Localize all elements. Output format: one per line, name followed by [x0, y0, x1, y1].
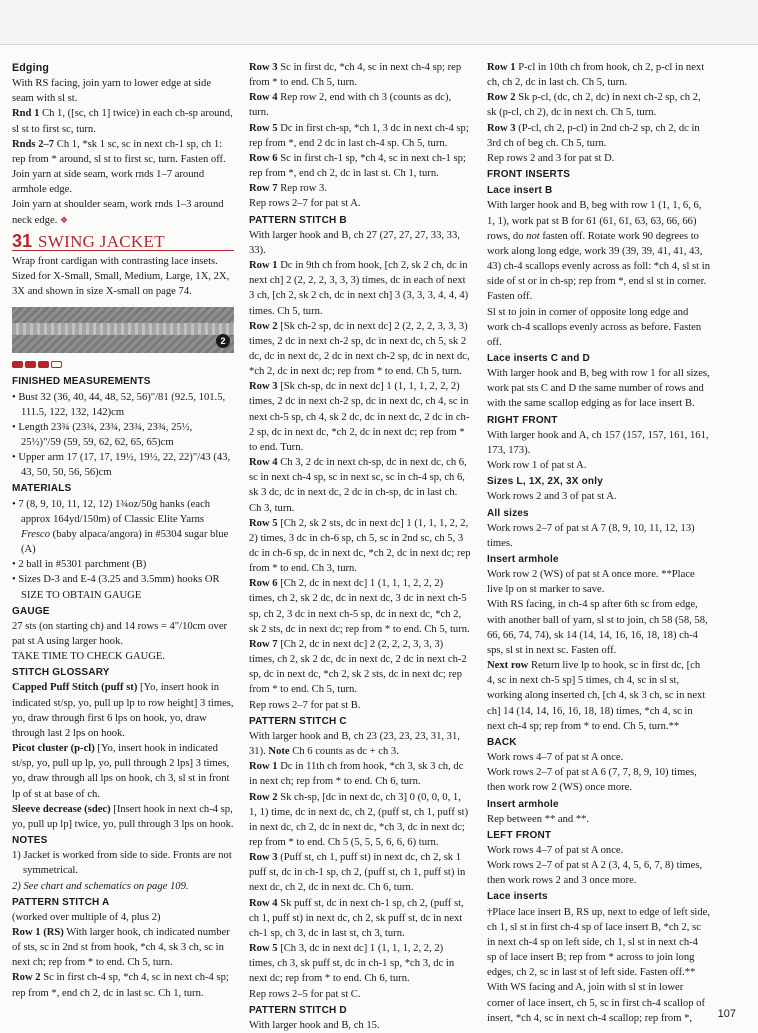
pattern-stitch-d-heading: PATTERN STITCH D: [249, 1004, 347, 1016]
label: Picot cluster (p-cl): [12, 743, 95, 755]
label: Row 1 (RS): [12, 926, 64, 938]
label: Row 3: [487, 122, 516, 134]
pattern-d-intro: With larger hook and B, ch 15.: [249, 1019, 380, 1031]
left-front-para-1: Work rows 4–7 of pat st A once.: [487, 844, 624, 856]
pattern-b-row-2: [249, 319, 471, 380]
label: Note: [268, 746, 290, 758]
edging-para-1: With RS facing, join yarn to lower edge at side seam with sl st.: [12, 78, 212, 105]
text: [Sk ch-sp, dc in next dc] 1 (1, 1, 1, 2, 2, 2) times, 2 dc in next ch-2 sp, dc in next dc, ch 4, sc in next ch-5 sp, ch 4, sk 2 dc, dc in next dc, 2 dc in ch-2 sp, dc in next dc, *ch 2, dc in next dc; rep from * to end. Turn.: [249, 381, 470, 453]
pattern-a-row-5: [249, 121, 471, 151]
edging-para-2: [12, 197, 234, 227]
project-name: SWING JACKET: [38, 231, 165, 251]
measure-length: • Length 23¾ (23¾, 23¾, 23¾, 23¾, 25½, 25½)"/59 (59, 59, 62, 62, 65, 65)cm: [12, 421, 193, 448]
pattern-c-repeat: Rep rows 2–5 for pat st C.: [249, 988, 361, 1000]
text: (Puff st, ch 1, puff st) in next dc, ch 2, sk 1 puff st, dc in ch-1 sp, ch 2, (puff st, ch 1, puff st) in next dc, ch 2, dc in next dc. Ch 6, turn.: [249, 852, 466, 894]
text: [Ch 3, dc in next dc] 1 (1, 1, 1, 2, 2, 2) times, ch 3, sk puff st, dc in ch-1 sp, *ch 3, dc in next dc; rep from * to end. Ch 6, turn.: [249, 943, 455, 985]
label: Row 2: [12, 972, 41, 984]
text: [Ch 2, dc in next dc] 1 (1, 1, 1, 2, 2, 2) times, ch 2, sk 2 dc, dc in next dc, 3 dc in next ch-5 sp, ch 2, 3 dc in next ch-5 sp, dc in next dc, *ch 2, sk 2 sts, dc in next dc; rep from * to end. Ch 5, turn.: [249, 578, 470, 635]
label: Row 3: [249, 852, 278, 864]
insert-armhole-para-1: Work row 2 (WS) of pat st A once more. **Place live lp on st marker to save.: [487, 569, 695, 596]
right-front-heading: RIGHT FRONT: [487, 414, 558, 426]
column-2: [249, 60, 471, 1033]
label: Capped Puff Stitch (puff st): [12, 682, 138, 694]
back-para-2: Work rows 2–7 of pat st A 6 (7, 7, 8, 9, 10) times, then work row 2 (WS) once more.: [487, 767, 697, 794]
text: Rep row 3.: [277, 183, 327, 195]
pattern-d-row-2: [487, 90, 710, 120]
insert-armhole-2-heading: Insert armhole: [487, 798, 559, 810]
finished-measurements-heading: FINISHED MEASUREMENTS: [12, 376, 151, 388]
stitch-glossary-heading: STITCH GLOSSARY: [12, 667, 110, 679]
text: Return live lp to hook, sc in first dc, [ch 4, sc in next ch-5 sp] 5 times, ch 4, sc in sl st, working along inserted ch, [ch 4, sk 3 ch, sc in next ch] 14 (14, 14, 16, 16, 18, 18) times, *ch 4, sc in next ch-4 sp; rep from * to end. Ch 5, turn.**: [487, 660, 706, 732]
label: Row 5: [249, 122, 278, 134]
label: Row 6: [249, 152, 278, 164]
label: Row 6: [249, 578, 278, 590]
swatch-photo: [12, 307, 234, 353]
label: Row 1: [249, 761, 278, 773]
material-hooks: • Sizes D-3 and E-4 (3.25 and 3.5mm) hooks OR SIZE TO OBTAIN GAUGE: [12, 574, 220, 601]
column-1: [12, 60, 234, 1001]
label: Rnd 1: [12, 108, 40, 120]
glossary-picot-cluster: [12, 741, 234, 802]
pattern-b-repeat: Rep rows 2–7 for pat st B.: [249, 699, 361, 711]
text: Ch 1, *sk 1 sc, sc in next ch-1 sp, ch 1: rep from * around, sl st to first sc, turn. Fasten off. Join yarn at side seam, work rnds 1–7 around armhole edge.: [12, 138, 226, 196]
insert-armhole-heading: Insert armhole: [487, 554, 559, 565]
label: Row 1: [487, 62, 516, 73]
label: Row 5: [249, 943, 278, 955]
left-front-para-2: Work rows 2–7 of pat st A 2 (3, 4, 5, 6, 7, 8) times, then work rows 2 and 3 once more.: [487, 860, 703, 887]
measure-bust: • Bust 32 (36, 40, 44, 48, 52, 56)"/81 (92.5, 101.5, 111.5, 122, 132, 142)cm: [12, 391, 226, 418]
pattern-b-row-4: [249, 455, 471, 516]
pattern-stitch-b-heading: PATTERN STITCH B: [249, 214, 347, 226]
all-sizes-heading: All sizes: [487, 507, 529, 519]
edging-rnd-1: [12, 106, 234, 136]
text: • 7 (8, 9, 10, 11, 12, 12) 1¾oz/50g hanks (each approx 164yd/150m) of Classic Elite Yarns: [12, 498, 211, 525]
text: Ch 1, ([sc, ch 1] twice) in each ch-sp around, sl st to first sc, turn.: [12, 108, 233, 135]
label: Row 2: [249, 791, 278, 803]
right-front-intro: With larger hook and A, ch 157 (157, 157, 161, 161, 173, 173).: [487, 429, 709, 456]
glossary-puff-st: [12, 680, 234, 741]
text: Sc in first ch-1 sp, *ch 4, sc in next ch-1 sp; rep from *, end ch 2, dc in last st. Ch 1, turn.: [249, 152, 466, 180]
pattern-b-intro: With larger hook and B, ch 27 (27, 27, 27, 33, 33, 33).: [249, 229, 460, 256]
text: With larger hook, ch indicated number of sts, sc in 2nd st from hook, *ch 4, sk 3 ch, sc in next ch; rep from * to end. Ch 5, turn.: [12, 926, 230, 969]
label: Row 3: [249, 381, 278, 393]
text: Dc in first ch-sp, *ch 1, 3 dc in next ch-4 sp; rep from *, end 2 dc in last ch-4 sp. Ch 5, turn.: [249, 122, 469, 149]
lace-inserts-para-2: With WS facing and A, join with sl st in lower corner of lace insert, ch 5, sc in first ch-4 scallop of insert, *ch 4, sc in next ch-4 scallop; rep from *,: [487, 982, 705, 1024]
back-heading: BACK: [487, 736, 517, 748]
text: [Ch 2, dc in next dc] 2 (2, 2, 2, 3, 3, 3) times, ch 2, sk 2 dc, dc in next dc, 2 dc in next ch-2 sp, dc in next dc, *ch 2, sk 2 sts, dc in next dc; rep from * to end. Ch 5, turn.: [249, 638, 467, 696]
pattern-a-row-1: [12, 925, 234, 970]
pattern-stitch-c-heading: PATTERN STITCH C: [249, 715, 347, 727]
yarn-name: Fresco: [21, 528, 51, 540]
text: Sc in first dc, *ch 4, sc in next ch-4 sp; rep from * to end. Ch 5, turn.: [249, 62, 462, 89]
text: Sk puff st, dc in next ch-1 sp, ch 2, (puff st, ch 1, puff st) in next dc, ch 2, sk puff st, dc in next ch-1 sp, ch 3, dc in last st, ch 3, turn.: [249, 897, 464, 939]
page-top-margin: [0, 0, 758, 45]
pattern-a-repeat: Rep rows 2–7 for pat st A.: [249, 198, 361, 210]
swatch-badge: 2: [216, 334, 230, 348]
left-front-heading: LEFT FRONT: [487, 829, 552, 841]
pattern-stitch-a-sub: (worked over multiple of 4, plus 2): [12, 911, 161, 923]
lace-insert-b-text: [487, 198, 710, 304]
text: With larger hook and B, ch 23 (23, 23, 23, 31, 31, 31).: [249, 730, 460, 758]
project-title: [12, 230, 234, 251]
material-yarn-a: [12, 497, 234, 558]
pattern-b-row-6: [249, 576, 471, 637]
glossary-sleeve-decrease: [12, 802, 234, 832]
pattern-b-row-5: [249, 516, 471, 577]
front-inserts-heading: FRONT INSERTS: [487, 169, 571, 181]
edging-rnds-2-7: [12, 137, 234, 198]
pattern-a-row-4: [249, 90, 471, 120]
text: Sk p-cl, (dc, ch 2, dc) in next ch-2 sp, ch 2, sk (p-cl, ch 2), dc in next ch. Ch 5, turn.: [487, 92, 701, 119]
text: P-cl in 10th ch from hook, ch 2, p-cl in next ch, ch 2, dc in last ch. Ch 5, turn.: [487, 62, 705, 89]
pattern-c-row-3: [249, 850, 471, 895]
text: Ch 6 counts as dc + ch 3.: [289, 746, 399, 758]
label: Rnds 2–7: [12, 138, 55, 150]
text: (baby alpaca/angora) in #5304 sugar blue (A): [21, 528, 229, 556]
text: Dc in 11th ch from hook, *ch 3, sk 3 ch, dc in next ch; rep from * to end. Ch 6, turn.: [249, 761, 464, 788]
label: Row 4: [249, 92, 278, 104]
text: [Insert hook in next ch-4 sp, yo, pull up lp] twice, yo, pull through 3 lps on hook.: [12, 803, 234, 830]
note-1: 1) Jacket is worked from side to side. Fronts are not symmetrical.: [12, 850, 232, 877]
lace-inserts-cd-text: With larger hook and B, beg with row 1 for all sizes, work pat sts C and D the same number of rows and with the same scallop edging as for lace insert B.: [487, 368, 710, 410]
pattern-b-row-3: [249, 379, 471, 455]
label: Row 5: [249, 517, 278, 529]
swatch-lace-band: [12, 323, 234, 335]
text: fasten off. Rotate work 90 degrees to work along long edge, work 39 (39, 39, 41, 41, 43, 43) ch-4 scallops evenly across as foll: *ch 4, sl st in side of st or in ch-sp; rep from *, end sl st in corner. Fasten off.: [487, 230, 711, 303]
lace-inserts-heading: Lace inserts: [487, 891, 548, 903]
pattern-b-row-7: [249, 637, 471, 698]
text: [Sk ch-2 sp, dc in next dc] 2 (2, 2, 2, 3, 3, 3) times, 2 dc in next ch-2 sp, dc in next dc, ch 5, sk 2 dc, dc in next dc, 2 dc in next ch-2 sp, dc in next dc, *ch 2, dc in next dc; rep from * to end. Ch 5, turn.: [249, 320, 470, 378]
lace-inserts-para-1: †Place lace insert B, RS up, next to edge of left side, ch 1, sl st in first ch-4 sp of lace insert B, *ch 2, sc in next ch-4 sp on left side, ch 1, sl st in next ch-4 sp of lace insert B; rep from * across to join long edges, ch 2, sc in last st of left side. Fasten off.**: [487, 906, 711, 979]
insert-armhole-para-2: With RS facing, in ch-4 sp after 6th sc from edge, with another ball of yarn, sl st to join, ch 58 (58, 58, 66, 66, 74, 74), sk 14 (14, 14, 16, 16, 18, 18) ch-4 sps, sl st in next sc. Fasten off.: [487, 599, 708, 656]
label: Row 4: [249, 457, 278, 469]
right-front-row-1: Work row 1 of pat st A.: [487, 460, 587, 472]
label: Row 3: [249, 62, 278, 73]
text: (P-cl, ch 2, p-cl) in 2nd ch-2 sp, ch 2, dc in 3rd ch of beg ch. Ch 5, turn.: [487, 122, 700, 149]
insert-armhole-next-row: [487, 658, 710, 734]
text: Sc in first ch-4 sp, *ch 4, sc in next ch-4 sp; rep from *, end ch 2, dc in last sc. Ch 1, turn.: [12, 972, 229, 999]
text: Sk ch-sp, [dc in next dc, ch 3] 0 (0, 0, 0, 1, 1, 1) time, dc in next dc, ch 2, (puff st, ch 1, puff st) in next dc, ch 2, dc in next dc, *ch 3, dc in next dc; rep from * to end. Ch 5 (5, 5, 5, 6, 6, 6) turn.: [249, 791, 469, 848]
text: With larger hook and B, beg with row 1 (1, 1, 6, 6, 1, 1), work pat st B for 61 (61, 61, 63, 63, 66, 66) rows, do: [487, 200, 702, 242]
back-para-1: Work rows 4–7 of pat st A once.: [487, 752, 624, 764]
gauge-text: 27 sts (on starting ch) and 14 rows = 4"/10cm over pat st A using larger hook.: [12, 620, 228, 647]
pattern-b-row-1: [249, 258, 471, 319]
text: [Yo, insert hook in indicated st/sp, yo, pull up lp to row height] 3 times, yo, draw through first 6 lps on hook, yo, draw through last 2 lps on hook.: [12, 682, 234, 739]
end-mark-icon: ❖: [59, 214, 69, 225]
label: Row 2: [249, 320, 278, 332]
label: Row 1: [249, 260, 278, 272]
pattern-a-row-7: [249, 181, 471, 196]
gauge-check: TAKE TIME TO CHECK GAUGE.: [12, 651, 166, 663]
project-intro: Wrap front cardigan with contrasting lace insets. Sized for X-Small, Small, Medium, Large, 1X, 2X, 3X and shown in size X-small on page 74.: [12, 255, 230, 298]
measure-upper-arm: • Upper arm 17 (17, 17, 19½, 19½, 22, 22)"/43 (43, 43, 50, 50, 56, 56)cm: [12, 452, 231, 479]
pattern-c-row-5: [249, 941, 471, 986]
pattern-d-row-1: [487, 60, 710, 90]
pattern-d-row-3: [487, 121, 710, 151]
lace-insert-b-heading: Lace insert B: [487, 185, 553, 197]
skill-level-segment: [12, 361, 23, 368]
text: Rep row 2, end with ch 3 (counts as dc), turn.: [249, 92, 452, 119]
edging-heading: Edging: [12, 62, 50, 74]
skill-level-segment: [38, 361, 49, 368]
label: Row 2: [487, 92, 516, 104]
text: [Ch 2, sk 2 sts, dc in next dc] 1 (1, 1, 1, 2, 2, 2) times, 3 dc in ch-6 sp, ch 5, sc in 2nd sc, ch 5, 3 dc in ch-6 sp, dc in next dc, *ch 2, dc in next dc; rep from * to end. Ch 3, turn.: [249, 517, 471, 575]
skill-level-segment: [51, 361, 62, 368]
page-number: 107: [717, 1008, 736, 1020]
note-2: 2) See chart and schematics on page 109.: [12, 880, 189, 892]
pattern-c-row-2: [249, 790, 471, 851]
pattern-c-row-4: [249, 896, 471, 941]
text: Join yarn at shoulder seam, work rnds 1–3 around neck edge.: [12, 199, 224, 226]
pattern-a-row-2: [12, 970, 234, 1000]
label: Row 4: [249, 897, 278, 909]
materials-heading: MATERIALS: [12, 483, 72, 495]
pattern-c-row-1: [249, 759, 471, 789]
sizes-large-heading: Sizes L, 1X, 2X, 3X only: [487, 476, 603, 488]
skill-level-segment: [25, 361, 36, 368]
column-3: [487, 60, 710, 1026]
insert-armhole-2-text: Rep between ** and **.: [487, 813, 590, 825]
pattern-a-row-6: [249, 151, 471, 181]
lace-inserts-cd-heading: Lace inserts C and D: [487, 352, 590, 364]
pattern-c-intro: [249, 729, 471, 759]
text: [Yo, insert hook in indicated st/sp, yo, pull up lp, yo, pull through 2 lps] 3 times, yo, draw through all lps on hook, ch 3, sl st in front lp of st at base of ch.: [12, 743, 230, 800]
label: Next row: [487, 660, 529, 672]
label: Row 7: [249, 638, 278, 650]
material-yarn-b: • 2 ball in #5301 parchment (B): [12, 559, 147, 571]
gauge-heading: GAUGE: [12, 605, 50, 617]
pattern-a-row-3: [249, 60, 471, 90]
emphasis: not: [526, 230, 540, 242]
label: Sleeve decrease (sdec): [12, 803, 111, 815]
label: Row 7: [249, 183, 278, 195]
lace-insert-b-para-2: Sl st to join in corner of opposite long edge and work ch-4 scallops evenly across as before. Fasten off.: [487, 306, 702, 348]
sizes-large-text: Work rows 2 and 3 of pat st A.: [487, 491, 617, 503]
skill-level-indicator: [12, 361, 234, 368]
all-sizes-text: Work rows 2–7 of pat st A 7 (8, 9, 10, 11, 12, 13) times.: [487, 522, 695, 549]
project-number: 31: [12, 230, 33, 251]
text: Dc in 9th ch from hook, [ch 2, sk 2 ch, dc in next ch] 2 (2, 2, 2, 3, 3, 3) times, dc in each of next 3 ch, [ch 2, sk 2 ch, dc in next ch] 3 (3, 3, 3, 4, 4, 4) times. Ch 5, turn.: [249, 260, 469, 317]
pattern-d-repeat: Rep rows 2 and 3 for pat st D.: [487, 152, 615, 164]
notes-heading: NOTES: [12, 835, 48, 847]
pattern-stitch-a-heading: PATTERN STITCH A: [12, 896, 110, 908]
text: Ch 3, 2 dc in next ch-sp, dc in next dc, ch 6, sc in next ch-4 sp, sc in next sc, sc in ch-4 sp, ch 6, sk 3 dc, dc in next dc, 2 dc in ch-sp, dc in last ch. Ch 3, turn.: [249, 457, 467, 514]
